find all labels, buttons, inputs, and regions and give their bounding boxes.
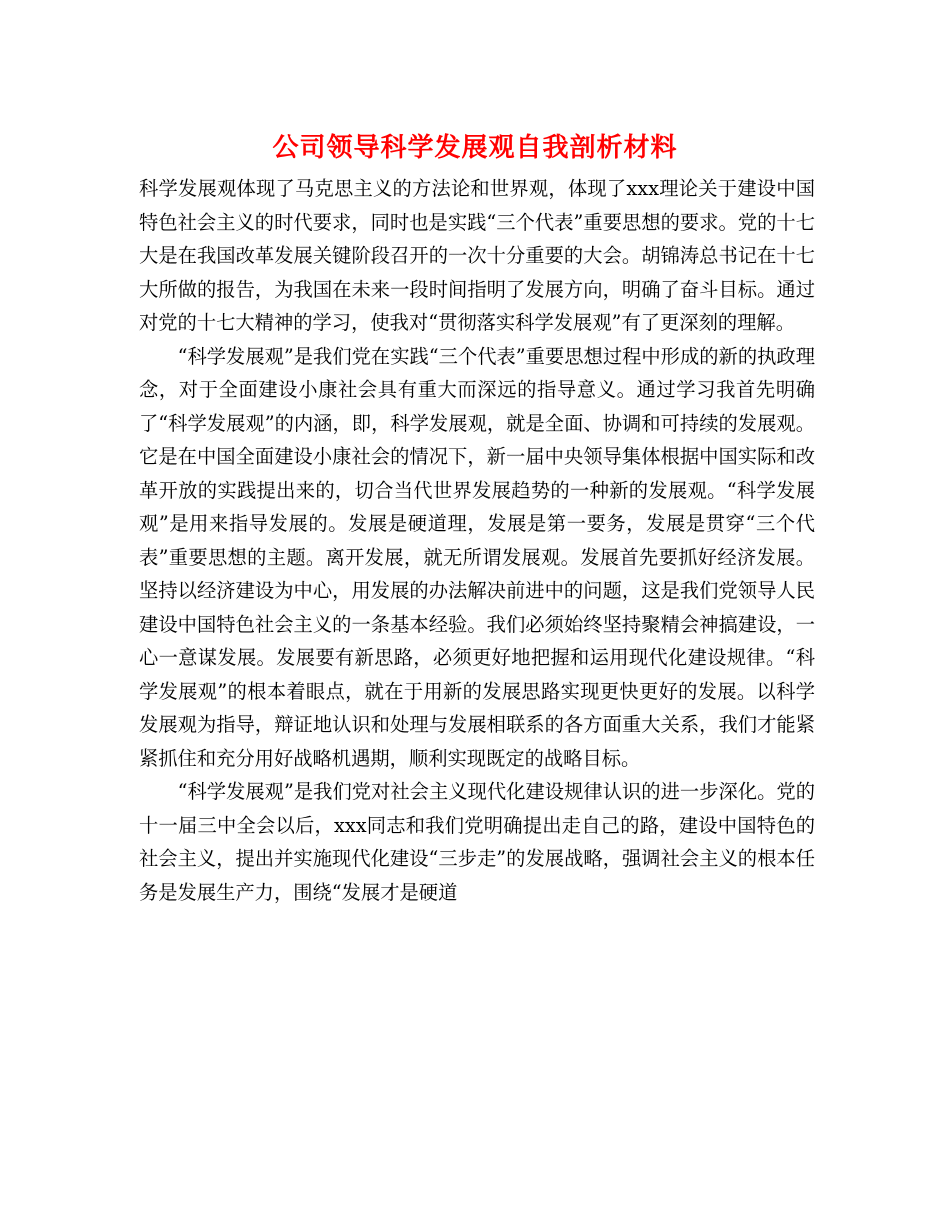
paragraph-1: 科学发展观体现了马克思主义的方法论和世界观，体现了xxx理论关于建设中国特色社会主义的时代要求，同时也是实践“三个代表”重要思想的要求。党的十七大是在我国改革发展关键阶段召开的一次十分重要的大会。胡锦涛总书记在十七大所做的报告，为我国在未来一段时间指明了发展方向，明确了奋斗目标。通过对党的十七大精神的学习，使我对“贯彻落实科学发展观”有了更深刻的理解。	[139, 177, 815, 334]
document-title: 公司领导科学发展观自我剖析材料	[272, 133, 678, 163]
paragraph-2: “科学发展观”是我们党在实践“三个代表”重要思想过程中形成的新的执政理念，对于全面建设小康社会具有重大而深远的指导意义。通过学习我首先明确了“科学发展观”的内涵，即，科学发展观，就是全面、协调和可持续的发展观。它是在中国全面建设小康社会的情况下，新一届中央领导集体根据中国实际和改革开放的实践提出来的，切合当代世界发展趋势的一种新的发展观。“科学发展观”是用来指导发展的。发展是硬道理，发展是第一要务，发展是贯穿“三个代表”重要思想的主题。离开发展，就无所谓发展观。发展首先要抓好经济发展。坚持以经济建设为中心，用发展的办法解决前进中的问题，这是我们党领导人民建设中国特色社会主义的一条基本经验。我们必须始终坚持聚精会神搞建设，一心一意谋发展。发展要有新思路，必须更好地把握和运用现代化建设规律。“科学发展观”的根本着眼点，就在于用新的发展思路实现更快更好的发展。以科学发展观为指导，辩证地认识和处理与发展相联系的各方面重大关系，我们才能紧紧抓住和充分用好战略机遇期，顺利实现既定的战略目标。	[139, 344, 815, 770]
paragraph-3: “科学发展观”是我们党对社会主义现代化建设规律认识的进一步深化。党的十一届三中全会以后，xxx同志和我们党明确提出走自己的路，建设中国特色的社会主义，提出并实施现代化建设“三步走”的发展战略，强调社会主义的根本任务是发展生产力，围绕“发展才是硬道	[139, 780, 815, 904]
document-body	[139, 172, 815, 909]
